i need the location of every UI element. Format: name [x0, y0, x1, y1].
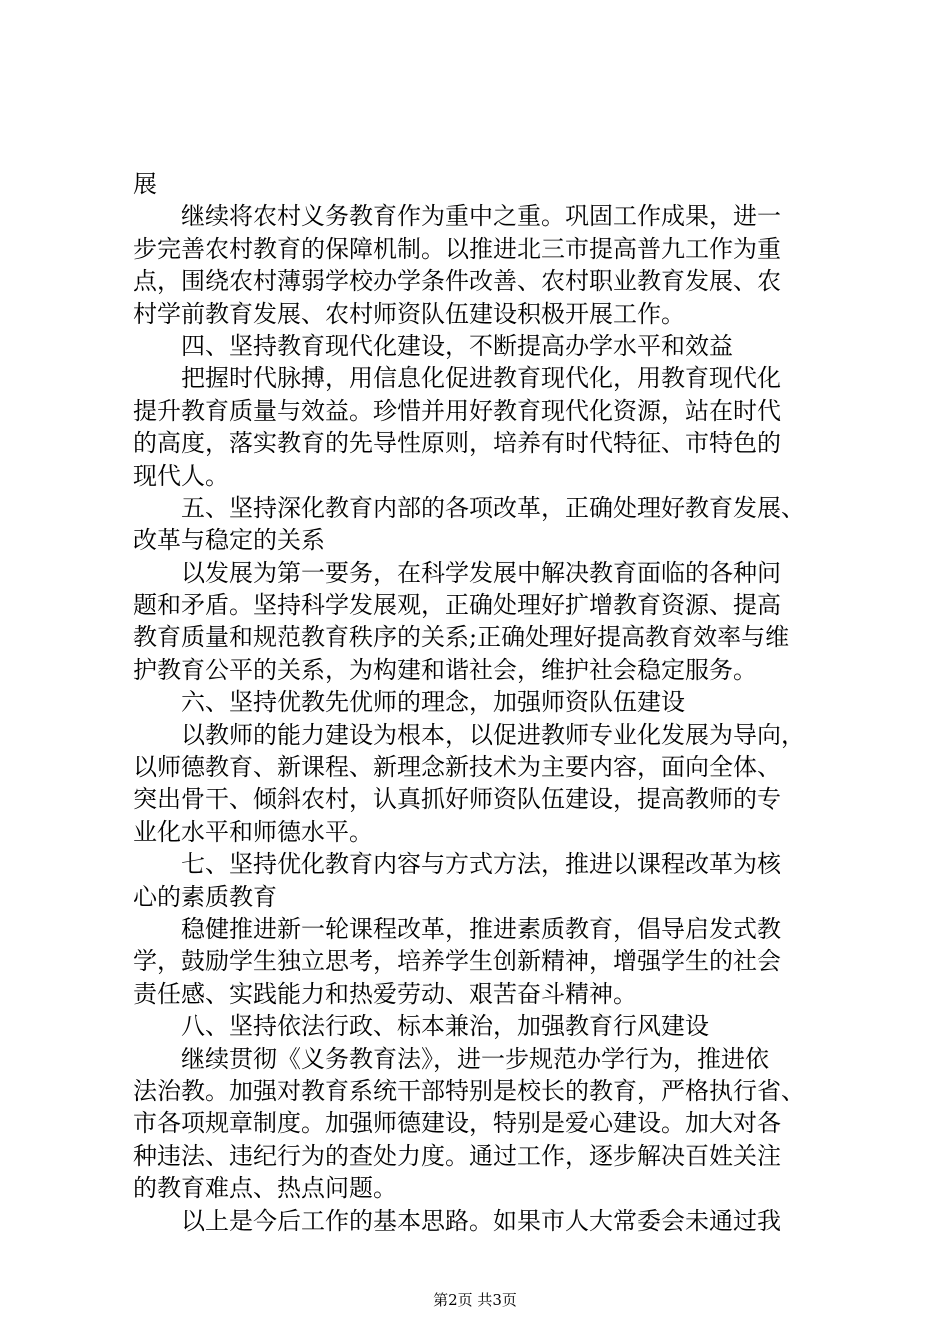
text-line: 村学前教育发展、农村师资队伍建设积极开展工作。	[133, 299, 685, 328]
text-line: 市各项规章制度。加强师德建设，特别是爱心建设。加大对各	[133, 1109, 781, 1138]
text-line: 以发展为第一要务，在科学发展中解决教育面临的各种问	[181, 558, 781, 587]
page-footer: 第2页 共3页	[433, 1291, 517, 1309]
text-line: 把握时代脉搏，用信息化促进教育现代化，用教育现代化	[181, 364, 781, 393]
text-line: 提升教育质量与效益。珍惜并用好教育现代化资源，站在时代	[133, 396, 781, 425]
text-line: 六、坚持优教先优师的理念，加强师资队伍建设	[181, 688, 685, 717]
text-line: 继续将农村义务教育作为重中之重。巩固工作成果，进一	[181, 202, 781, 231]
text-line: 以教师的能力建设为根本，以促进教师专业化发展为导向，	[181, 720, 805, 749]
document-body	[133, 168, 835, 1237]
text-line: 突出骨干、倾斜农村，认真抓好师资队伍建设，提高教师的专	[133, 785, 781, 814]
text-line: 以上是今后工作的基本思路。如果市人大常委会未通过我	[181, 1206, 781, 1235]
text-line: 法治教。加强对教育系统干部特别是校长的教育，严格执行省、	[133, 1076, 805, 1105]
text-line: 护教育公平的关系，为构建和谐社会，维护社会稳定服务。	[133, 655, 757, 684]
text-line: 责任感、实践能力和热爱劳动、艰苦奋斗精神。	[133, 979, 637, 1008]
text-line: 五、坚持深化教育内部的各项改革，正确处理好教育发展、	[181, 493, 805, 522]
text-line: 点，围绕农村薄弱学校办学条件改善、农村职业教育发展、农	[133, 267, 781, 296]
text-line: 业化水平和师德水平。	[133, 817, 373, 846]
text-line: 学，鼓励学生独立思考，培养学生创新精神，增强学生的社会	[133, 947, 781, 976]
text-line: 八、坚持依法行政、标本兼治，加强教育行风建设	[181, 1012, 709, 1041]
text-line: 步完善农村教育的保障机制。以推进北三市提高普九工作为重	[133, 234, 781, 263]
text-line: 七、坚持优化教育内容与方式方法，推进以课程改革为核	[181, 850, 781, 879]
text-line: 种违法、违纪行为的查处力度。通过工作，逐步解决百姓关注	[133, 1141, 781, 1170]
text-line: 四、坚持教育现代化建设，不断提高办学水平和效益	[181, 331, 733, 360]
text-line: 改革与稳定的关系	[133, 526, 325, 555]
text-line: 展	[133, 170, 157, 198]
text-line: 继续贯彻《义务教育法》，进一步规范办学行为，推进依	[181, 1044, 769, 1073]
text-line: 以师德教育、新课程、新理念新技术为主要内容，面向全体、	[133, 753, 781, 782]
text-line: 现代人。	[133, 461, 229, 490]
text-line: 题和矛盾。坚持科学发展观，正确处理好扩增教育资源、提高	[133, 591, 781, 620]
text-line: 教育质量和规范教育秩序的关系;正确处理好提高教育效率与维	[133, 623, 790, 652]
text-line: 的教育难点、热点问题。	[133, 1174, 397, 1203]
text-line: 稳健推进新一轮课程改革，推进素质教育，倡导启发式教	[181, 914, 781, 943]
text-line: 的高度，落实教育的先导性原则，培养有时代特征、市特色的	[133, 429, 781, 458]
text-line: 心的素质教育	[133, 882, 277, 911]
